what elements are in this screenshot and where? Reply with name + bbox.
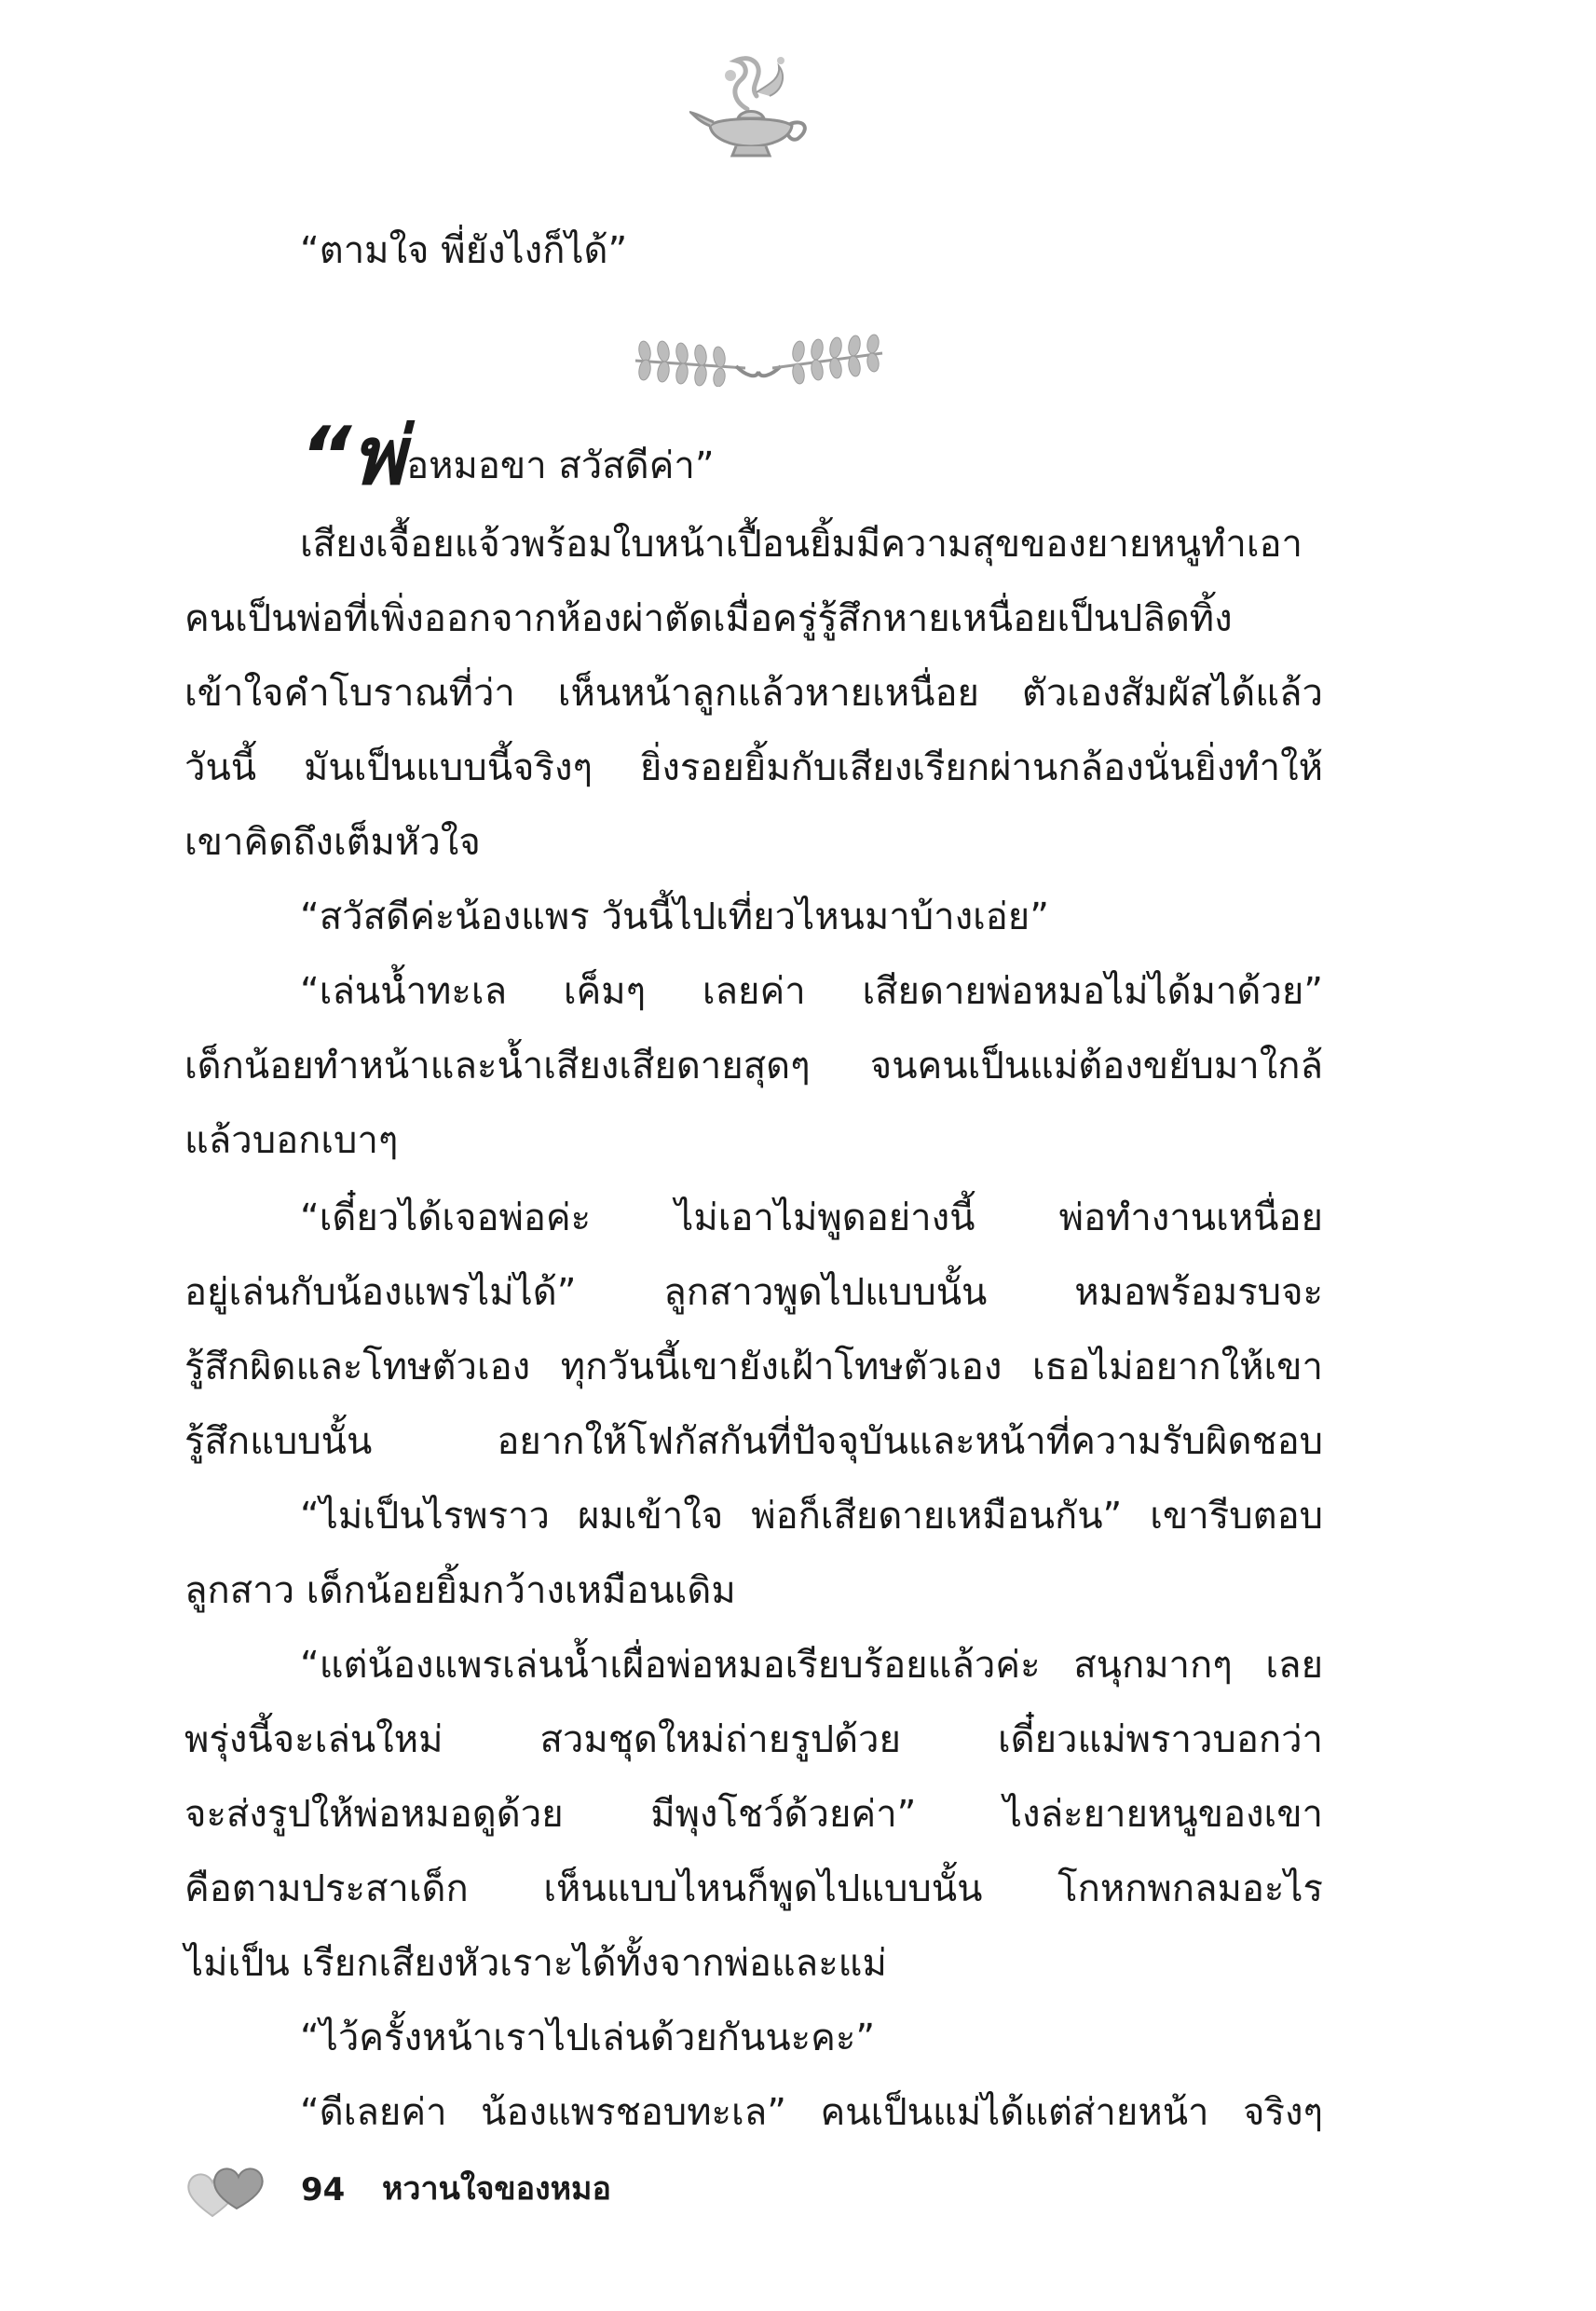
paragraph-line: “เล่นน้ำทะเล เค็มๆ เลยค่า เสียดายพ่อหมอไม่ได้มาด้วย”: [300, 970, 1323, 1013]
genie-lamp-icon: [689, 51, 815, 163]
page-footer: [184, 2160, 837, 2225]
paragraph-line: “แต่น้องแพรเล่นน้ำเผื่อพ่อหมอเรียบร้อยแล้วค่ะ สนุกมากๆ เลย: [300, 1644, 1323, 1687]
paragraph-line: รู้สึกผิดและโทษตัวเอง ทุกวันนี้เขายังเฝ้าโทษตัวเอง เธอไม่อยากให้เขา: [184, 1346, 1323, 1388]
paragraph-line: เด็กน้อยทำหน้าและน้ำเสียงเสียดายสุดๆ จนคนเป็นแม่ต้องขยับมาใกล้: [184, 1045, 1323, 1087]
paragraph-line: “สวัสดีค่ะน้องแพร วันนี้ไปเที่ยวไหนมาบ้างเอ่ย”: [300, 896, 1049, 938]
paragraph-line: “ดีเลยค่า น้องแพรชอบทะเล” คนเป็นแม่ได้แต่ส่ายหน้า จริงๆ: [300, 2091, 1323, 2134]
paragraph-line: “เดี๋ยวได้เจอพ่อค่ะ ไม่เอาไม่พูดอย่างนี้ พ่อทำงานเหนื่อย: [300, 1197, 1323, 1239]
paragraph-line: “ไม่เป็นไรพราว ผมเข้าใจ พ่อก็เสียดายเหมือนกัน” เขารีบตอบ: [300, 1495, 1323, 1538]
paragraph-line: วันนี้ มันเป็นแบบนี้จริงๆ ยิ่งรอยยิ้มกับเสียงเรียกผ่านกล้องนั่นยิ่งทำให้: [184, 746, 1323, 789]
paragraph-line: จะส่งรูปให้พ่อหมอดูด้วย มีพุงโชว์ด้วยค่า” ไงล่ะยายหนูของเขา: [184, 1793, 1323, 1836]
paragraph-line: ลูกสาว เด็กน้อยยิ้มกว้างเหมือนเดิม: [184, 1569, 736, 1612]
paragraph-line: ไม่เป็น เรียกเสียงหัวเราะได้ทั้งจากพ่อและแม่: [184, 1942, 887, 1985]
book-title: หวานใจของหมอ: [382, 2170, 611, 2208]
chapter-opening-line: [300, 410, 715, 503]
page-number: 94: [301, 2171, 346, 2208]
laurel-divider-icon: [626, 331, 892, 387]
paragraph-line: “ไว้ครั้งหน้าเราไปเล่นด้วยกันนะคะ”: [300, 2017, 876, 2059]
hearts-icon: [184, 2160, 268, 2222]
paragraph-line: พรุ่งนี้จะเล่นใหม่ สวมชุดใหม่ถ่ายรูปด้วย เดี๋ยวแม่พราวบอกว่า: [184, 1718, 1323, 1761]
paragraph-line: เข้าใจคำโบราณที่ว่า เห็นหน้าลูกแล้วหายเหนื่อย ตัวเองสัมผัสได้แล้ว: [184, 672, 1323, 715]
opening-line-text: อหมอขา สวัสดีค่า”: [406, 444, 715, 487]
paragraph-line: เขาคิดถึงเต็มหัวใจ: [184, 821, 481, 864]
paragraph-line: “ตามใจ พี่ยังไงก็ได้”: [300, 229, 628, 272]
paragraph-line: คือตามประสาเด็ก เห็นแบบไหนก็พูดไปแบบนั้น โกหกพกลมอะไร: [184, 1867, 1323, 1910]
paragraph-line: คนเป็นพ่อที่เพิ่งออกจากห้องผ่าตัดเมื่อครู่รู้สึกหายเหนื่อยเป็นปลิดทิ้ง: [184, 597, 1233, 640]
paragraph-line: รู้สึกแบบนั้น อยากให้โฟกัสกันที่ปัจจุบันและหน้าที่ความรับผิดชอบ: [184, 1420, 1323, 1463]
paragraph-line: เสียงเจื้อยแจ้วพร้อมใบหน้าเปื้อนยิ้มมีความสุขของยายหนูทำเอา: [300, 523, 1303, 566]
drop-cap: “พ่: [300, 410, 405, 503]
paragraph-line: แล้วบอกเบาๆ: [184, 1119, 399, 1162]
paragraph-line: อยู่เล่นกับน้องแพรไม่ได้” ลูกสาวพูดไปแบบนั้น หมอพร้อมรบจะ: [184, 1271, 1323, 1314]
